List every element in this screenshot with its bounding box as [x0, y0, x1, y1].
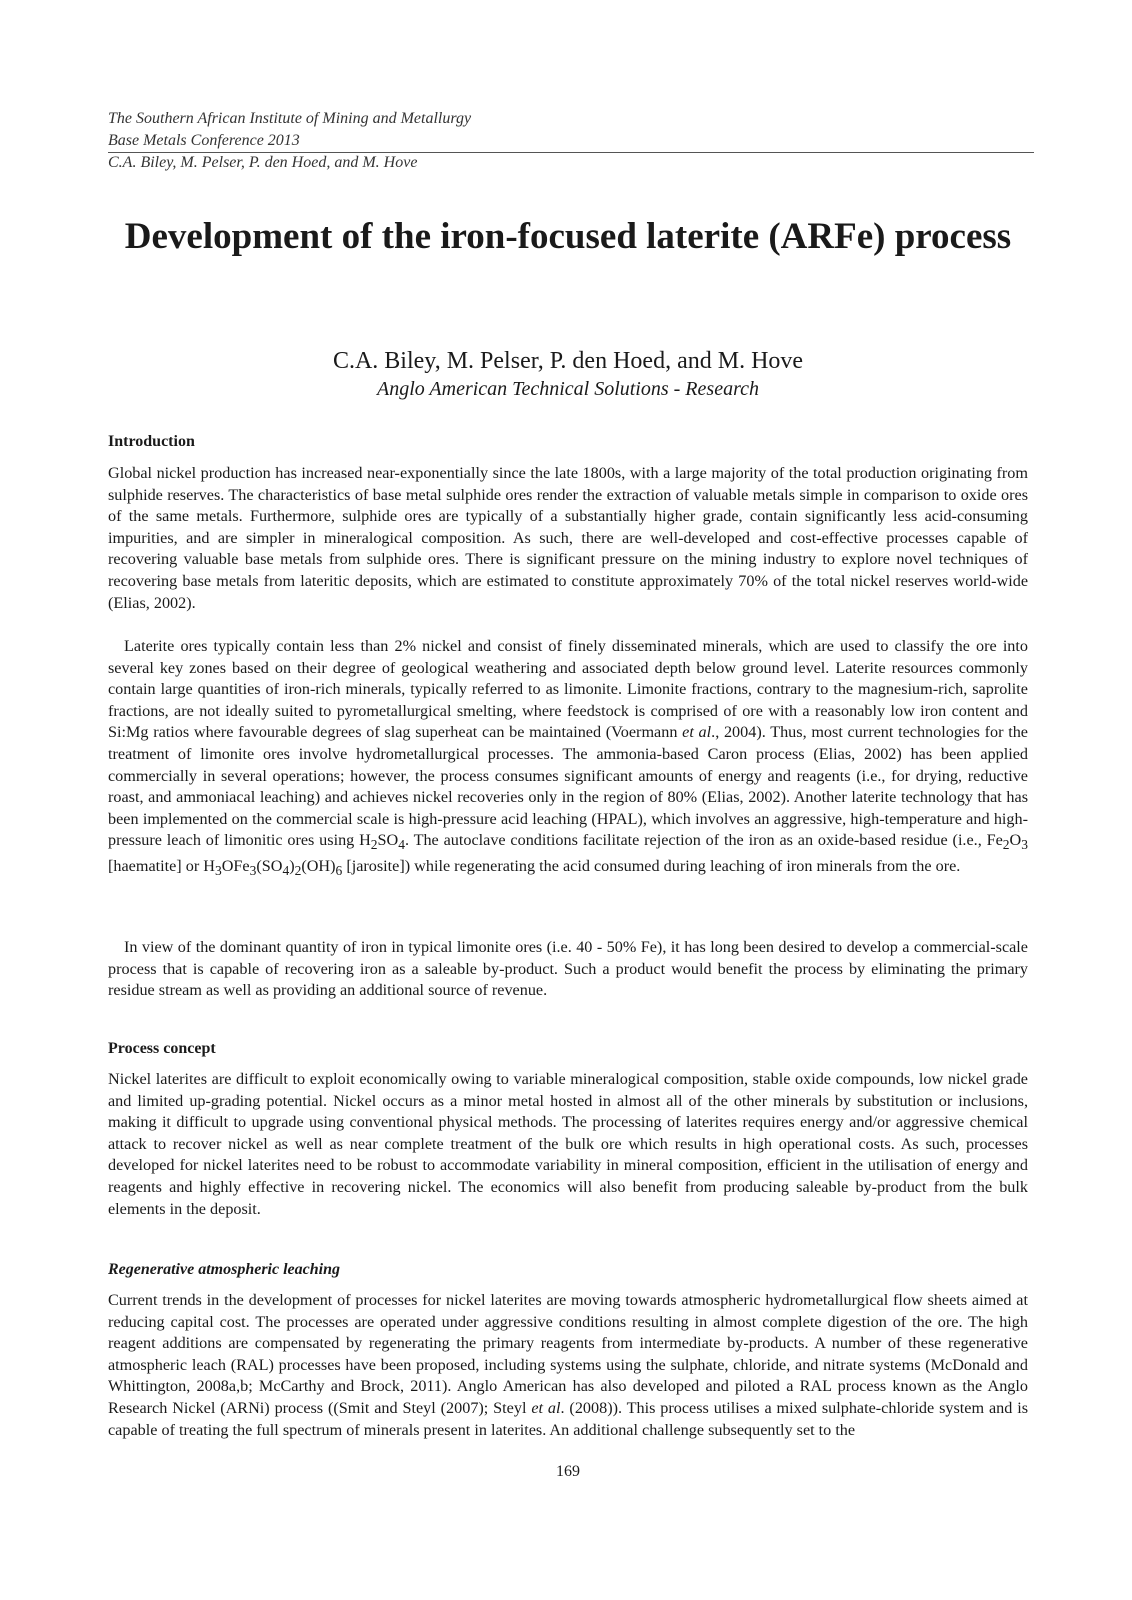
paper-title: Development of the iron-focused laterite (ARFe) process [124, 216, 1012, 257]
header-conference-org: The Southern African Institute of Mining and Metallurgy [108, 110, 472, 127]
running-header [108, 108, 1028, 174]
introduction-paragraph-3: In view of the dominant quantity of iron in typical limonite ores (i.e. 40 - 50% Fe), it has long been desired to develop a commercial-scale process that is capable of recovering iron as a saleable by-product. Such a product would benefit the process by eliminating the primary residue stream as well as providing an additional source of revenue. [108, 938, 1028, 1000]
page-number: 169 [556, 1463, 580, 1480]
author-affiliation: Anglo American Technical Solutions - Research [377, 378, 759, 400]
section-heading-process-concept: Process concept [108, 1040, 216, 1057]
author-list: C.A. Biley, M. Pelser, P. den Hoed, and M. Hove [332, 348, 804, 374]
header-conference-name: Base Metals Conference 2013 [108, 132, 300, 149]
ral-paragraph-1: Current trends in the development of processes for nickel laterites are moving towards atmospheric hydrometallurgical flow sheets aimed at reducing capital cost. The processes are operated under aggressive conditions resulting in almost complete digestion of the ore. The high reagent additions are compensated by regenerating the primary reagents from intermediate by-products. A number of these regenerative atmospheric leach (RAL) processes have been proposed, including systems using the sulphate, chloride, and nitrate systems (McDonald and Whittington, 2008a,b; McCarthy and Brock, 2011). Anglo American has also developed and piloted a RAL process known as the Anglo Research Nickel (ARNi) process ((Smit and Steyl (2007); Steyl et al. (2008)). This process utilises a mixed sulphate-chloride system and is capable of treating the full spectrum of minerals present in laterites. An additional challenge subsequently set to the [108, 1291, 1028, 1439]
header-rule [108, 152, 1034, 153]
introduction-paragraph-2: Laterite ores typically contain less than 2% nickel and consist of finely disseminated minerals, which are used to classify the ore into several key zones based on their degree of geological weathering and associated depth below ground level. Laterite resources commonly contain large quantities of iron-rich minerals, typically referred to as limonite. Limonite fractions, contrary to the magnesium-rich, saprolite fractions, are not ideally suited to pyrometallurgical smelting, where feedstock is comprised of ore with a reasonably low iron content and Si:Mg ratios where favourable degrees of slag superheat can be maintained (Voermann et al., 2004). Thus, most current technologies for the treatment of limonite ores involve hydrometallurgical processes. The ammonia-based Caron process (Elias, 2002) has been applied commercially in several operations; however, the process consumes significant amounts of energy and reagents (i.e., for drying, reductive roast, and ammoniacal leaching) and achieves nickel recoveries only in the region of 80% (Elias, 2002). Another laterite technology that has been implemented on the commercial scale is high-pressure acid leaching (HPAL), which involves an aggressive, high-temperature and high-pressure leach of limonitic ores using $H_2SO_4$. The autoclave conditions facilitate rejection of the iron as an oxide-based residue (i.e., $Fe_2O_3$ [haematite] or $H_3OFe_3(SO_4)_2(OH)_6$ [jarosite]) while regenerating the acid consumed during leaching of iron minerals from the ore. [108, 637, 1028, 879]
introduction-paragraph-1: Global nickel production has increased near-exponentially since the late 1800s, with a large majority of the total production originating from sulphide reserves. The characteristics of base metal sulphide ores render the extraction of valuable metals simple in comparison to oxide ores of the same metals. Furthermore, sulphide ores are typically of a substantially higher grade, contain significantly less acid-consuming impurities, and are simpler in mineralogical composition. As such, there are well-developed and cost-effective processes capable of recovering valuable base metals from sulphide ores. There is significant pressure on the mining industry to explore novel techniques of recovering base metals from lateritic deposits, which are estimated to constitute approximately 70% of the total nickel reserves world-wide (Elias, 2002). [108, 464, 1028, 612]
section-heading-introduction: Introduction [108, 433, 195, 450]
header-authors: C.A. Biley, M. Pelser, P. den Hoed, and M. Hove [108, 154, 418, 171]
subsection-heading-ral: Regenerative atmospheric leaching [108, 1261, 340, 1278]
process-concept-paragraph-1: Nickel laterites are difficult to exploit economically owing to variable mineralogical composition, stable oxide compounds, low nickel grade and limited up-grading potential. Nickel occurs as a minor metal hosted in almost all of the other minerals by substitution or inclusions, making it difficult to upgrade using conventional physical methods. The processing of laterites requires energy and/or aggressive chemical attack to recover nickel as well as near complete treatment of the bulk ore which results in high operational costs. As such, processes developed for nickel laterites need to be robust to accommodate variability in mineral composition, efficient in the utilisation of energy and reagents and highly effective in recovering nickel. The economics will also benefit from producing saleable by-product from the bulk elements in the deposit. [108, 1070, 1028, 1218]
